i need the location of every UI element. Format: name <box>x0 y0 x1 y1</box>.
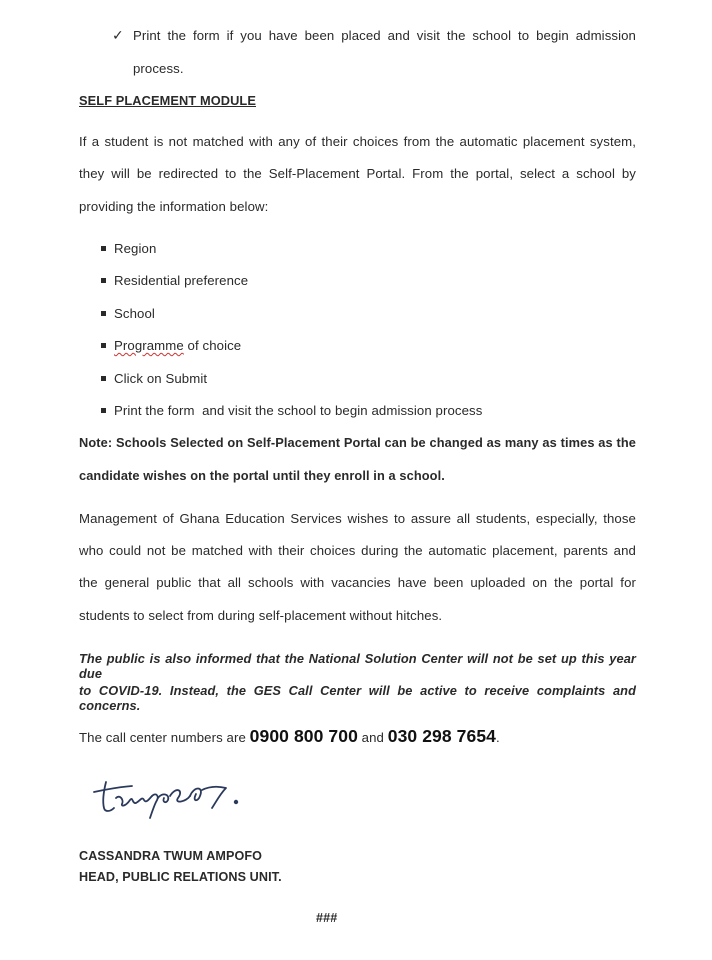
bullet-icon <box>101 376 106 381</box>
phone-number-1: 0900 800 700 <box>249 726 358 746</box>
management-line-1: Management of Ghana Education Services wishes to assure all students, especially, those <box>79 511 636 526</box>
phone-number-2: 030 298 7654 <box>387 726 497 746</box>
management-line-3: the general public that all schools with vacancies have been uploaded on the portal for <box>79 575 636 590</box>
bullet-item-programme: Programme of choice <box>101 338 241 353</box>
public-notice-line-2: to COVID-19. Instead, the GES Call Center will be active to receive complaints and concerns. <box>79 683 636 713</box>
checkmark-icon: ✓ <box>112 27 127 43</box>
bullet-icon <box>101 343 106 348</box>
bullet-item-print: Print the form and visit the school to begin admission process <box>101 403 482 418</box>
section-title: SELF PLACEMENT MODULE <box>79 93 256 108</box>
note-line-2: candidate wishes on the portal until they enroll in a school. <box>79 468 445 483</box>
bullet-icon <box>101 278 106 283</box>
checklist-item-print-form: ✓ Print the form if you have been placed and visit the school to begin admission <box>112 27 636 43</box>
management-line-4: students to select from during self-placement without hitches. <box>79 608 443 623</box>
signatory-title: HEAD, PUBLIC RELATIONS UNIT. <box>79 870 282 884</box>
bullet-icon <box>101 311 106 316</box>
note-line-1: Note: Schools Selected on Self-Placement Portal can be changed as many as times as the <box>79 435 636 450</box>
bullet-item-school: School <box>101 306 155 321</box>
intro-line-1: If a student is not matched with any of their choices from the automatic placement system, <box>79 134 636 149</box>
intro-line-2: they will be redirected to the Self-Placement Portal. From the portal, select a school by <box>79 166 636 181</box>
bullet-icon <box>101 246 106 251</box>
public-notice-line-1: The public is also informed that the National Solution Center will not be set up this year due <box>79 651 636 681</box>
intro-line-3: providing the information below: <box>79 199 269 214</box>
end-mark: ### <box>316 911 338 925</box>
bullet-icon <box>101 408 106 413</box>
bullet-item-region: Region <box>101 241 156 256</box>
signatory-name: CASSANDRA TWUM AMPOFO <box>79 849 263 863</box>
bullet-item-submit: Click on Submit <box>101 371 207 386</box>
management-line-2: who could not be matched with their choices during the automatic placement, parents and <box>79 543 636 558</box>
spellcheck-word: Programme <box>114 338 184 353</box>
checklist-item-continuation: process. <box>133 61 184 76</box>
call-center-line: The call center numbers are 0900 800 700 and 030 298 7654. <box>79 726 500 746</box>
handwritten-signature <box>86 772 266 822</box>
bullet-item-residential: Residential preference <box>101 273 248 288</box>
